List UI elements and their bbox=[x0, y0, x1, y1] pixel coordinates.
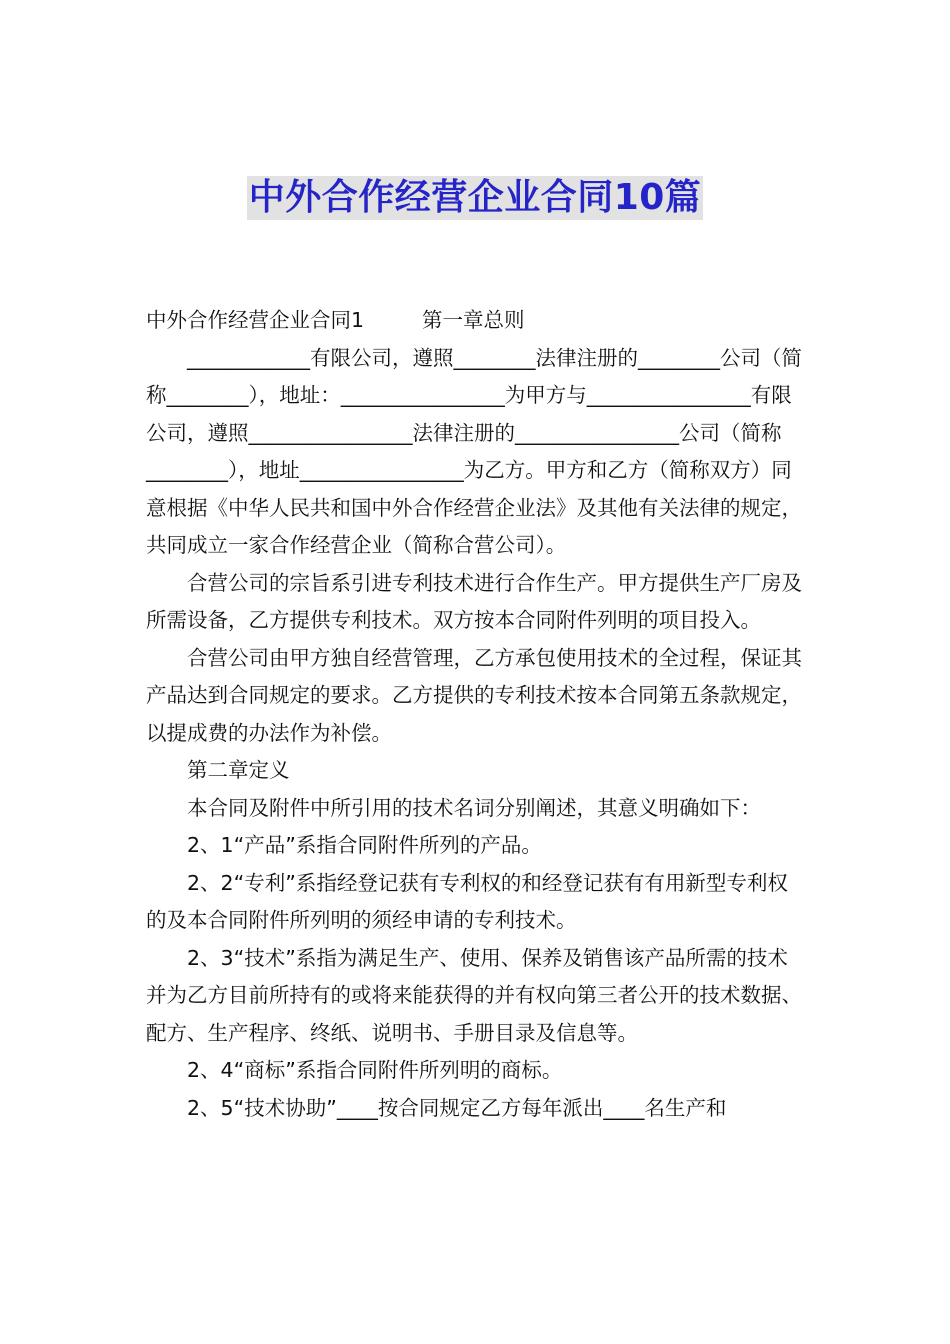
definition-item: 2、4“商标”系指合同附件所列明的商标。 bbox=[187, 1058, 563, 1082]
paragraph: 合营公司由甲方独自经营管理，乙方承包使用技术的全过程，保证其产品达到合同规定的要求。乙方提供的专利技术按本合同第五条款规定，以提成费的办法作为补偿。 bbox=[146, 645, 802, 745]
definition-item: 2、1“产品”系指合同附件所列的产品。 bbox=[187, 833, 542, 857]
definition-item: 2、5“技术协助”____按合同规定乙方每年派出____名生产和 bbox=[187, 1095, 727, 1120]
document-body bbox=[146, 302, 808, 1127]
lead-line bbox=[146, 302, 808, 340]
chapter-heading: 第一章总则 bbox=[422, 308, 525, 332]
document-title: 中外合作经营企业合同10篇 bbox=[248, 177, 702, 218]
section-heading: 第二章定义 bbox=[187, 758, 290, 782]
paragraph: 合营公司的宗旨系引进专利技术进行合作生产。甲方提供生产厂房及所需设备，乙方提供专利技术。双方按本合同附件列明的项目投入。 bbox=[146, 570, 802, 632]
definition-item: 2、2“专利”系指经登记获有专利权的和经登记获有有用新型专利权的及本合同附件所列明的须经申请的专利技术。 bbox=[146, 870, 788, 932]
title-container bbox=[0, 176, 950, 220]
paragraph: 本合同及附件中所引用的技术名词分别阐述，其意义明确如下： bbox=[187, 795, 761, 820]
paragraph: ____________有限公司，遵照________法律注册的________公司（简称________），地址：________________为甲方与________________有限公司，遵照________________法律注册的________________公司（简称________），地址________________为乙方。甲方和乙方（简称双方）同意根据《中华人民共和国中外合作经营企业法》及其他有关法律的规定，共同成立一家合作经营企业（简称合营公司）。 bbox=[146, 345, 802, 557]
definition-item: 2、3“技术”系指为满足生产、使用、保养及销售该产品所需的技术并为乙方目前所持有的或将来能获得的并有权向第三者公开的技术数据、配方、生产程序、终纸、说明书、手册目录及信息等。 bbox=[146, 945, 802, 1045]
contract-name: 中外合作经营企业合同1 bbox=[146, 308, 365, 332]
